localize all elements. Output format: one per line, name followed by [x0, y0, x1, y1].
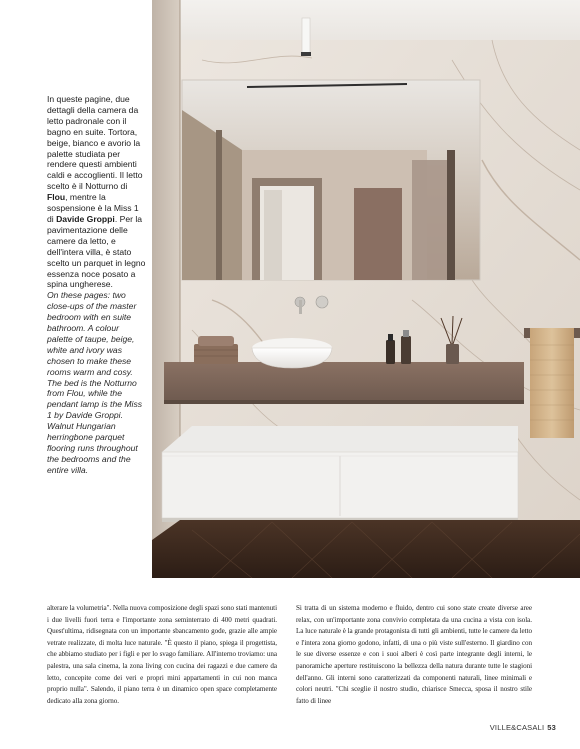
page-footer [490, 723, 556, 732]
page-number: 53 [547, 723, 556, 732]
caption-italian: In queste pagine, due dettagli della camera da letto padronale con il bagno en suite. Tortora, beige, bianco e avorio la palette studiata per rendere questi ambienti caldi e accoglienti. Il letto scelto è il Notturno di Flou, mentre la sospensione è la Miss 1 di Davide Groppi. Per la pavimentazione delle camere da letto, e dell'intera villa, è stato scelto un parquet in legno essenza noce posato a spina ungherese. [47, 94, 146, 290]
caption-brand-flou: Flou [47, 192, 66, 203]
photo-caption [47, 94, 147, 476]
caption-english: On these pages: two close-ups of the master bedroom with en suite bathroom. A colour palette of taupe, beige, white and ivory was chosen to make these rooms warm and cosy. The bed is the Notturno from Flou, while the pendant lamp is the Miss 1 by Davide Groppi. Walnut Hungarian herringbone parquet flooring runs throughout the bedrooms and the entire villa. [47, 290, 143, 475]
body-text-left-column: alterare la volumetria". Nella nuova composizione degli spazi sono stati mantenuti i due livelli fuori terra e l'importante zona seminterrato di 400 metri quadrati. Quest'ultima, ridisegnata con un importante sbancamento gode, grazie alle ampie vetrate realizzate, di molta luce naturale. "È questo il piano, spiega il progettista, che abbiamo studiato per i figli e per lo svago familiare. All'interno troviamo: una palestra, una sala cinema, la zona living con cucina dei ragazzi e due camere da letto, concepite come dei veri e propri mini appartamenti in cui non manca proprio nulla". Salendo, il piano terra è un dinamico open space completamente dedicato alla zona giorno. [47, 604, 277, 705]
bathroom-photo [152, 0, 580, 578]
caption-brand-groppi: Davide Groppi [56, 213, 115, 224]
magazine-name: VILLE&CASALI [489, 723, 545, 732]
body-text-right-column: Si tratta di un sistema moderno e fluido, dentro cui sono state create diverse aree relax, con un'importante zona convivio completata da una cucina a vista con isola. La luce naturale è la grande protagonista di tutti gli ambienti, tutte le camere da letto e l'intera zona giorno godono, infatti, di una o più viste sull'esterno. Il giardino con le sue diverse essenze e con i suoi alberi è così parte integrante degli interni, le panoramiche aperture restituiscono la bellezza della natura durante tutte le stagioni dell'anno. Gli interni sono caratterizzati da componenti naturali, linee minimali e colori neutri. "Chi sceglie il nostro studio, chiarisce Smecca, sposa il nostro stile fatto di linee [296, 604, 532, 705]
